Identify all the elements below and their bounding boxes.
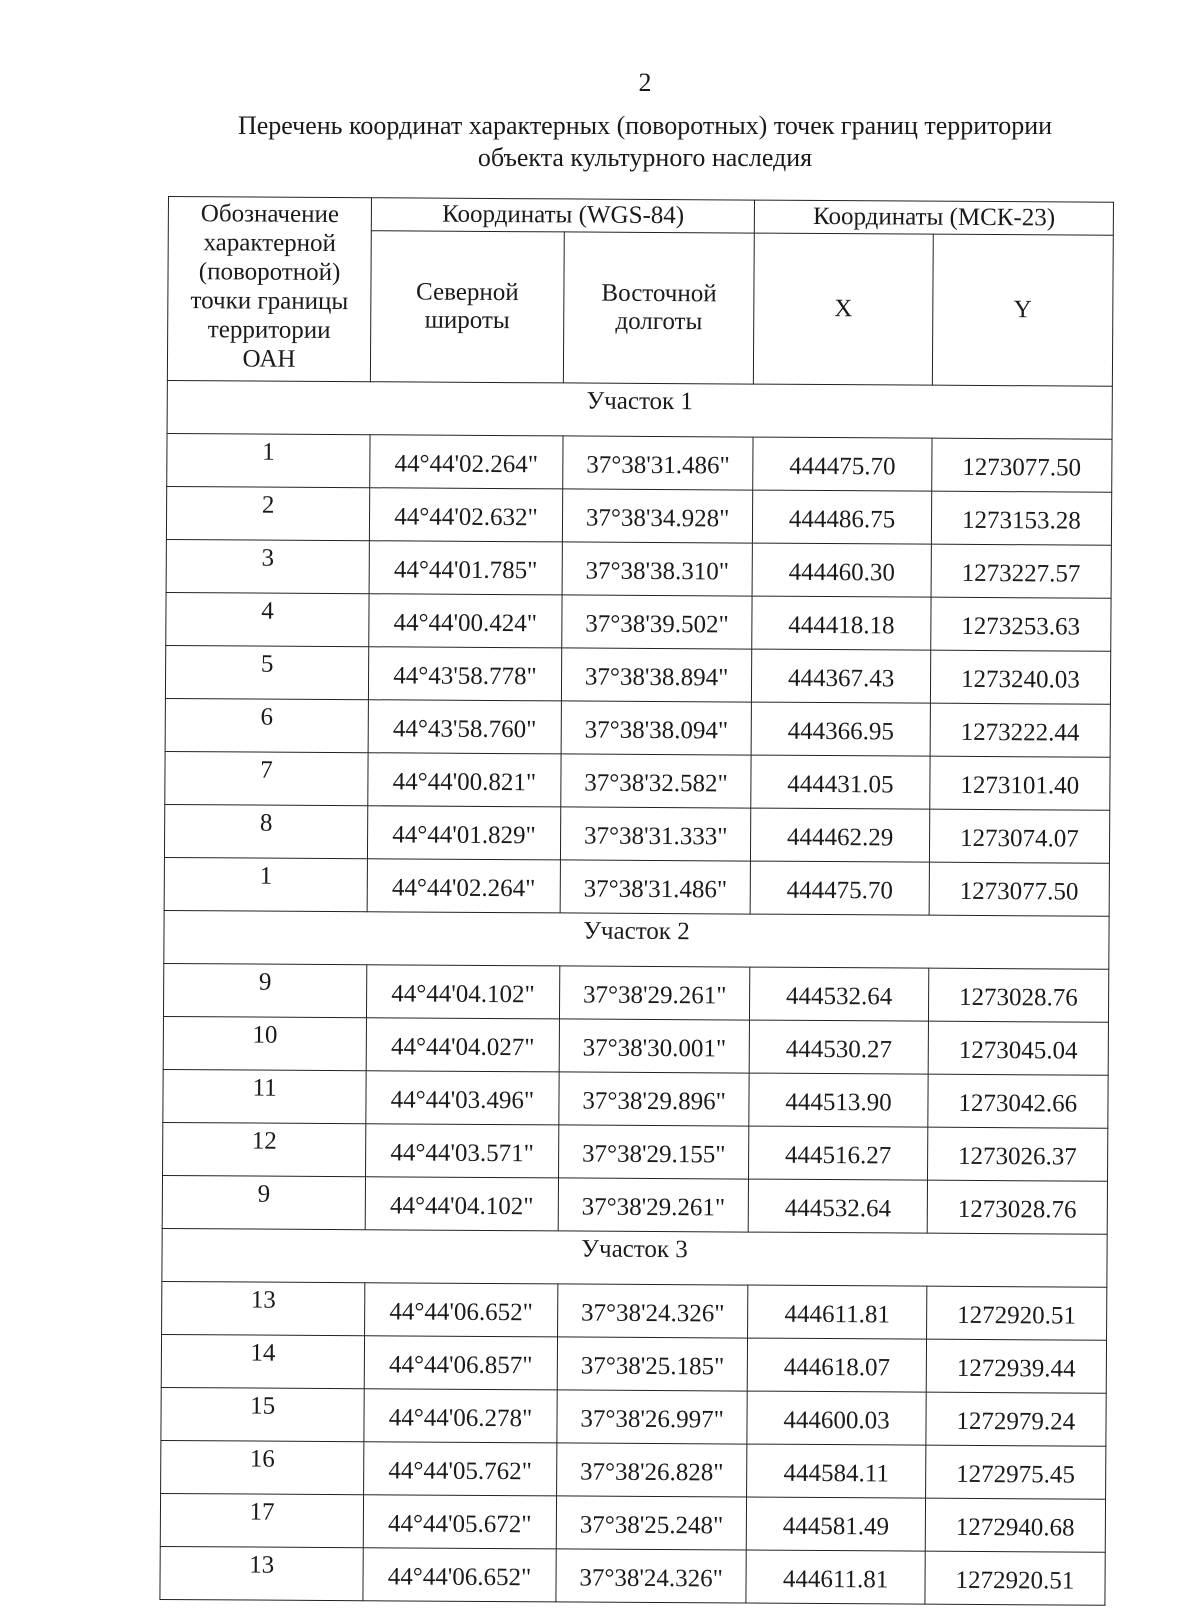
x-coordinate: 444462.29	[751, 808, 930, 862]
section-row	[167, 380, 1112, 439]
east-longitude: 37°38'24.326"	[556, 1549, 747, 1603]
north-latitude: 44°44'00.821"	[368, 753, 561, 807]
y-coordinate: 1273101.40	[929, 756, 1110, 810]
table-row	[165, 698, 1110, 757]
east-longitude: 37°38'25.248"	[556, 1496, 747, 1550]
x-coordinate: 444516.27	[749, 1126, 928, 1180]
table-row	[162, 1281, 1107, 1340]
table-row	[161, 1387, 1106, 1446]
north-latitude: 44°44'01.785"	[369, 541, 562, 595]
table-row	[165, 751, 1110, 810]
x-coordinate: 444475.70	[751, 861, 930, 915]
east-longitude: 37°38'25.185"	[557, 1337, 748, 1391]
x-coordinate: 444513.90	[749, 1073, 928, 1127]
north-latitude: 44°43'58.760"	[368, 700, 561, 754]
y-coordinate: 1273028.76	[928, 968, 1109, 1022]
title-line-1: Перечень координат характерных (поворотных) точек границ территории	[237, 111, 1053, 140]
east-longitude: 37°38'29.155"	[558, 1125, 749, 1179]
east-longitude: 37°38'31.486"	[560, 860, 751, 914]
north-latitude: 44°44'00.424"	[369, 594, 562, 648]
point-number: 10	[163, 1016, 366, 1070]
y-coordinate: 1272920.51	[925, 1551, 1106, 1605]
header-designation: Обозначение характерной (поворотной) точки границы территории ОАН	[167, 197, 371, 382]
y-coordinate: 1273227.57	[931, 544, 1112, 598]
east-longitude: 37°38'32.582"	[561, 754, 752, 808]
y-coordinate: 1272940.68	[925, 1498, 1106, 1552]
page-number: 2	[638, 68, 652, 97]
y-coordinate: 1273153.28	[931, 491, 1112, 545]
point-number: 12	[163, 1122, 366, 1176]
point-number: 13	[160, 1546, 363, 1600]
x-coordinate: 444600.03	[747, 1391, 926, 1445]
table-row	[163, 963, 1108, 1022]
y-coordinate: 1272920.51	[926, 1286, 1107, 1340]
y-coordinate: 1272979.24	[926, 1392, 1107, 1446]
point-number: 1	[164, 857, 367, 911]
x-coordinate: 444431.05	[751, 755, 930, 809]
north-latitude: 44°43'58.778"	[369, 647, 562, 701]
table-body	[160, 380, 1112, 1605]
table-row	[165, 645, 1110, 704]
east-longitude: 37°38'38.310"	[562, 542, 753, 596]
east-longitude: 37°38'26.997"	[557, 1390, 748, 1444]
north-latitude: 44°44'02.632"	[369, 488, 562, 542]
east-longitude: 37°38'29.261"	[558, 1178, 749, 1232]
header-wgs84: Координаты (WGS-84)	[371, 198, 755, 233]
point-number: 11	[163, 1069, 366, 1123]
x-coordinate: 444584.11	[747, 1444, 926, 1498]
coordinates-table-wrapper	[159, 196, 1114, 1606]
point-number: 4	[166, 592, 369, 646]
north-latitude: 44°44'06.652"	[363, 1548, 556, 1602]
section-row	[164, 910, 1109, 969]
east-longitude: 37°38'38.094"	[561, 701, 752, 755]
header-east-longitude: Восточной долготы	[563, 232, 755, 384]
section-title: Участок 2	[164, 910, 1109, 969]
x-coordinate: 444532.64	[750, 967, 929, 1021]
east-longitude: 37°38'24.326"	[557, 1284, 748, 1338]
point-number: 6	[165, 698, 368, 752]
y-coordinate: 1273222.44	[930, 703, 1111, 757]
y-coordinate: 1273028.76	[927, 1180, 1108, 1234]
north-latitude: 44°44'02.264"	[367, 859, 560, 913]
point-number: 15	[161, 1387, 364, 1441]
north-latitude: 44°44'01.829"	[368, 806, 561, 860]
table-row	[162, 1175, 1107, 1234]
point-number: 2	[166, 486, 369, 540]
table-row	[166, 486, 1111, 545]
north-latitude: 44°44'05.672"	[363, 1495, 556, 1549]
east-longitude: 37°38'38.894"	[561, 648, 752, 702]
point-number: 9	[162, 1175, 365, 1229]
east-longitude: 37°38'29.896"	[559, 1072, 750, 1126]
north-latitude: 44°44'02.264"	[370, 435, 563, 489]
section-row	[162, 1228, 1107, 1287]
north-latitude: 44°44'03.496"	[366, 1071, 559, 1125]
table-row	[163, 1069, 1108, 1128]
x-coordinate: 444618.07	[748, 1338, 927, 1392]
point-number: 8	[164, 804, 367, 858]
east-longitude: 37°38'34.928"	[562, 489, 753, 543]
x-coordinate: 444530.27	[750, 1020, 929, 1074]
point-number: 17	[160, 1493, 363, 1547]
north-latitude: 44°44'04.102"	[365, 1177, 558, 1231]
x-coordinate: 444475.70	[753, 437, 932, 491]
table-row	[160, 1546, 1105, 1605]
header-msk23: Координаты (МСК-23)	[755, 200, 1114, 235]
y-coordinate: 1273042.66	[927, 1074, 1108, 1128]
header-y: Y	[932, 234, 1113, 386]
x-coordinate: 444611.81	[748, 1285, 927, 1339]
north-latitude: 44°44'05.762"	[364, 1442, 557, 1496]
north-latitude: 44°44'06.278"	[364, 1389, 557, 1443]
coordinates-table	[159, 196, 1114, 1606]
y-coordinate: 1273240.03	[930, 650, 1111, 704]
x-coordinate: 444532.64	[749, 1179, 928, 1233]
y-coordinate: 1272975.45	[925, 1445, 1106, 1499]
east-longitude: 37°38'30.001"	[559, 1019, 750, 1073]
table-row	[164, 804, 1109, 863]
point-number: 13	[162, 1281, 365, 1335]
north-latitude: 44°44'03.571"	[366, 1124, 559, 1178]
x-coordinate: 444418.18	[752, 596, 931, 650]
table-row	[166, 539, 1111, 598]
y-coordinate: 1273074.07	[929, 809, 1110, 863]
y-coordinate: 1273045.04	[928, 1021, 1109, 1075]
table-row	[164, 857, 1109, 916]
x-coordinate: 444611.81	[746, 1550, 925, 1604]
point-number: 9	[163, 963, 366, 1017]
north-latitude: 44°44'04.027"	[366, 1018, 559, 1072]
point-number: 14	[161, 1334, 364, 1388]
north-latitude: 44°44'06.857"	[364, 1336, 557, 1390]
east-longitude: 37°38'26.828"	[556, 1443, 747, 1497]
y-coordinate: 1273077.50	[929, 862, 1110, 916]
east-longitude: 37°38'31.486"	[563, 436, 754, 490]
point-number: 5	[165, 645, 368, 699]
east-longitude: 37°38'39.502"	[562, 595, 753, 649]
x-coordinate: 444486.75	[753, 490, 932, 544]
title-line-2: объекта культурного наследия	[477, 143, 813, 172]
north-latitude: 44°44'04.102"	[367, 965, 560, 1019]
table-row	[161, 1440, 1106, 1499]
east-longitude: 37°38'31.333"	[560, 807, 751, 861]
point-number: 7	[165, 751, 368, 805]
point-number: 3	[166, 539, 369, 593]
section-title: Участок 1	[167, 380, 1112, 439]
north-latitude: 44°44'06.652"	[365, 1283, 558, 1337]
y-coordinate: 1273026.37	[927, 1127, 1108, 1181]
document-title	[150, 110, 1140, 174]
x-coordinate: 444366.95	[752, 702, 931, 756]
header-x: X	[754, 233, 933, 385]
point-number: 1	[167, 433, 370, 487]
table-row	[167, 433, 1112, 492]
x-coordinate: 444367.43	[752, 649, 931, 703]
table-row	[160, 1493, 1105, 1552]
y-coordinate: 1273077.50	[931, 438, 1112, 492]
table-row	[163, 1122, 1108, 1181]
x-coordinate: 444581.49	[747, 1497, 926, 1551]
y-coordinate: 1272939.44	[926, 1339, 1107, 1393]
table-row	[163, 1016, 1108, 1075]
y-coordinate: 1273253.63	[930, 597, 1111, 651]
section-title: Участок 3	[162, 1228, 1107, 1287]
table-row	[161, 1334, 1106, 1393]
table-row	[166, 592, 1111, 651]
east-longitude: 37°38'29.261"	[559, 966, 750, 1020]
header-north-latitude: Северной широты	[370, 231, 564, 383]
x-coordinate: 444460.30	[753, 543, 932, 597]
point-number: 16	[161, 1440, 364, 1494]
